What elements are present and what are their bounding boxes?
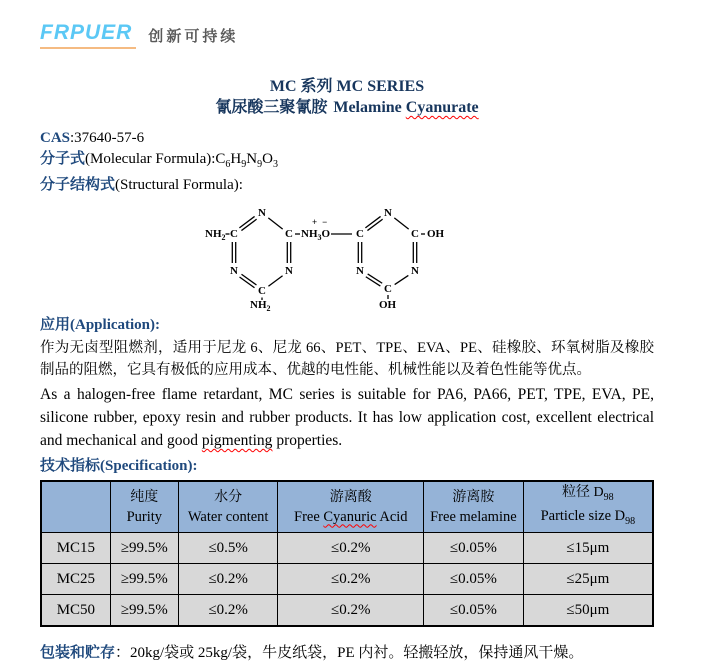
application-en-misspelled-word: pigmenting [201, 432, 273, 449]
spec-column-header-1: 纯度 Purity [110, 481, 178, 533]
amine-group-label: $NH_2$ [205, 228, 226, 242]
title-line2 [40, 97, 654, 118]
packaging-text: ：20kg/袋或 25kg/袋，牛皮纸袋，PE 内衬。轻搬轻放，保持通风干燥。 [115, 645, 584, 661]
hydroxyl-group-label: OH [427, 228, 445, 240]
molecular-formula-label: 分子式 [40, 151, 86, 167]
specification-table-head [41, 481, 653, 533]
application-en-text: As a halogen-free flame retardant, MC series is suitable for PA6, PA66, PET, TPE, EVA, PE, silicone rubber, epoxy resin and rubber products. It has low application cost, excellent electrical and mechanical and good [40, 386, 654, 449]
spec-value-cell: ≥99.5% [110, 595, 178, 627]
spec-value-cell: ≤0.05% [424, 564, 524, 595]
spec-value-cell: ≤25μm [523, 564, 653, 595]
atom-c-label: C [356, 228, 364, 240]
properties-block [40, 128, 654, 196]
frpuer-logo: FRPUER [40, 21, 136, 49]
spec-row-MC50 [41, 595, 653, 627]
charge-signs-label: + − [312, 217, 328, 227]
spec-value-cell: ≤0.2% [178, 564, 278, 595]
spec-model-cell: MC25 [41, 564, 110, 595]
application-paragraph-cn: 作为无卤型阻燃剂，适用于尼龙 6、尼龙 66、PET、TPE、EVA、PE、硅橡胶、环氧树脂及橡胶制品的阻燃，它具有极低的应用成本、优越的电性能、机械性能以及着色性能等优点。 [40, 340, 654, 378]
specification-heading [40, 456, 654, 477]
atom-c-label: C [384, 283, 392, 295]
atom-n-label: N [356, 265, 364, 277]
application-en-text: properties. [272, 432, 343, 449]
title-line2-en [333, 99, 478, 116]
title-line2-cn: 氰尿酸三聚氰胺 [215, 99, 328, 116]
title-block [40, 76, 654, 118]
spec-column-header-4: 游离胺 Free melamine [424, 481, 524, 533]
spec-value-cell: ≤0.2% [178, 595, 278, 627]
spec-value-cell: ≤0.5% [178, 533, 278, 564]
spec-value-cell: ≤0.05% [424, 595, 524, 627]
spec-value-cell: ≥99.5% [110, 564, 178, 595]
cas-value: :37640-57-6 [70, 130, 145, 146]
atom-c-label: C [285, 228, 293, 240]
specification-header-row [41, 481, 653, 533]
spec-column-header-3: 游离酸 Free Cyanuric Acid [278, 481, 424, 533]
title-line1: MC 系列 MC SERIES [269, 78, 425, 95]
atom-c-label: C [258, 285, 266, 297]
molecular-formula-line [40, 149, 654, 175]
molecular-formula-paren: (Molecular Formula): [85, 151, 216, 167]
spec-value-cell: ≤0.2% [278, 564, 424, 595]
spec-row-MC25 [41, 564, 653, 595]
cas-line [40, 128, 654, 149]
spec-value-cell: ≤50μm [523, 595, 653, 627]
spec-value-cell: ≤0.2% [278, 595, 424, 627]
logo-slogan: 创新可持续 [148, 28, 239, 45]
application-heading [40, 315, 654, 336]
specification-heading-cn: 技术指标 [40, 458, 101, 474]
specification-heading-en: (Specification): [100, 458, 198, 474]
atom-c-label: C [230, 228, 238, 240]
spec-value-cell: ≤0.2% [278, 533, 424, 564]
spec-model-cell: MC50 [41, 595, 110, 627]
title-en-word2-misspelled: Cyanurate [405, 99, 479, 116]
cas-label: CAS [40, 130, 71, 146]
spec-column-header-5: 粒径 $D_{98}$ Particle size $D_{98}$ [523, 481, 653, 533]
spec-value-cell: ≤0.05% [424, 533, 524, 564]
molecular-formula-value: $C_6H_9N_9O_3$ [215, 151, 278, 170]
specification-table-body [41, 533, 653, 627]
ammonium-oxygen-bridge-label: $NH_3O$ [301, 228, 331, 242]
structural-formula-paren: (Structural Formula): [115, 177, 243, 193]
packaging-line [40, 643, 654, 664]
structural-formula-diagram [205, 199, 445, 311]
spec-value-cell: ≥99.5% [110, 533, 178, 564]
spec-column-header-0 [41, 481, 110, 533]
spec-value-cell: ≤15μm [523, 533, 653, 564]
hydroxyl-group-label: OH [379, 299, 397, 311]
spec-model-cell: MC15 [41, 533, 110, 564]
amine-group-label: $NH_2$ [250, 299, 271, 311]
atom-n-label: N [285, 265, 293, 277]
spec-row-MC15 [41, 533, 653, 564]
application-heading-cn: 应用 [40, 317, 71, 333]
atom-c-label: C [411, 228, 419, 240]
atom-n-label: N [230, 265, 238, 277]
structural-formula-line [40, 175, 654, 196]
application-paragraph-en [40, 383, 654, 452]
specification-table [40, 480, 654, 627]
header [40, 20, 654, 50]
structural-formula-label: 分子结构式 [40, 177, 116, 193]
packaging-label: 包装和贮存 [40, 645, 116, 661]
application-heading-en: (Application): [70, 317, 161, 333]
atom-n-label: N [411, 265, 419, 277]
atom-n-label: N [258, 207, 266, 219]
atom-n-label: N [384, 207, 392, 219]
title-en-word1: Melamine [333, 99, 402, 116]
spec-column-header-2: 水分 Water content [178, 481, 278, 533]
